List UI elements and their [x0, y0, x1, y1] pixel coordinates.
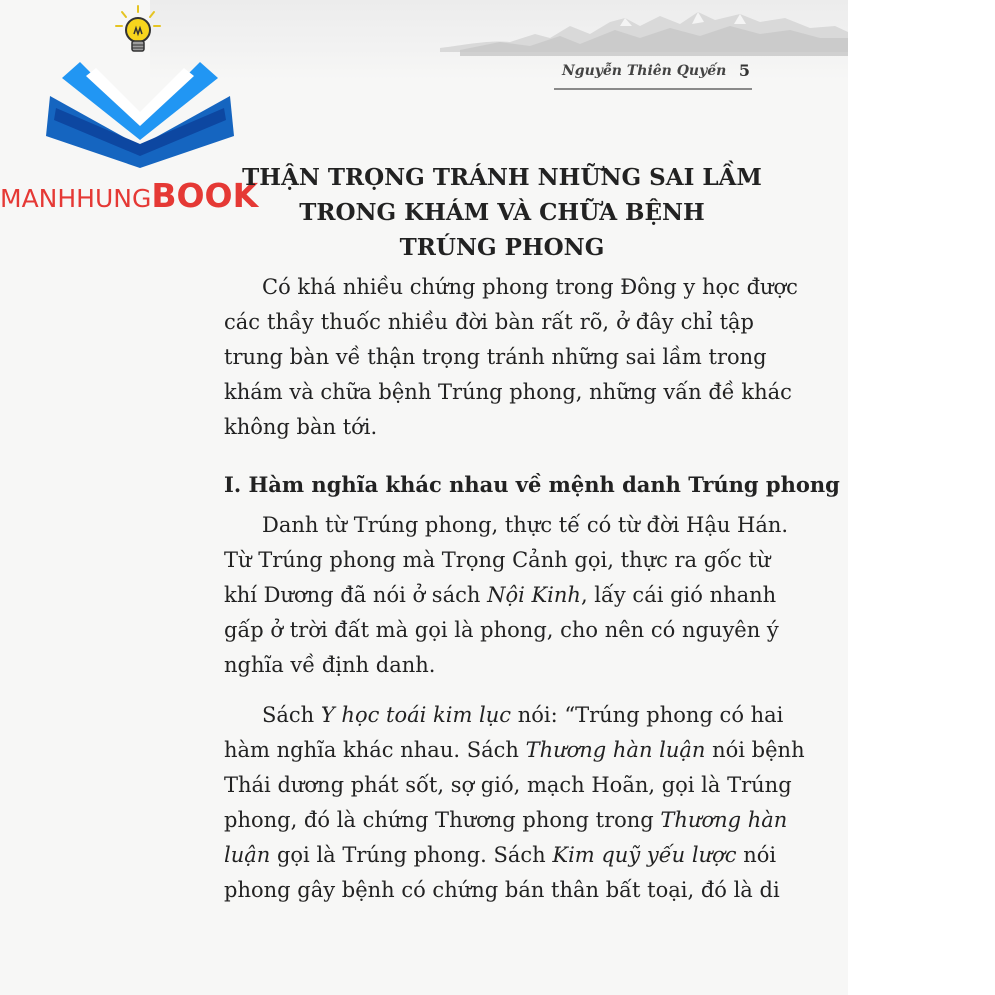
text-line [224, 578, 777, 613]
text-line: phong gây bệnh có chứng bán thân bất toại, đó là di [224, 878, 780, 902]
author-name: Nguyễn Thiên Quyến [562, 63, 727, 79]
text-span: , lấy cái gió nhanh [580, 583, 777, 607]
text-span: phong, đó là chứng Thương phong trong [224, 808, 661, 832]
title-line-3: TRÚNG PHONG [399, 234, 605, 261]
text-line: nghĩa về định danh. [224, 653, 436, 677]
section-heading: I. Hàm nghĩa khác nhau về mệnh danh Trúng phong [224, 472, 840, 497]
text-line [224, 733, 805, 768]
text-line: trung bàn về thận trọng tránh những sai lầm trong [224, 345, 767, 369]
brand-name-part2: BOOK [151, 176, 259, 215]
text-line [224, 838, 777, 873]
running-header [554, 60, 752, 90]
text-line: gấp ở trời đất mà gọi là phong, cho nên có nguyên ý [224, 618, 779, 642]
title-line-1: THẬN TRỌNG TRÁNH NHỮNG SAI LẦM [242, 164, 762, 191]
book-title-italic: Y học toái kim lục [320, 703, 512, 727]
text-span: nói bệnh [705, 738, 805, 762]
brand-name-part1: MANHHUNG [0, 184, 152, 213]
text-line: Thái dương phát sốt, sợ gió, mạch Hoãn, gọi là Trúng [224, 773, 792, 797]
text-line [224, 698, 784, 733]
mountain-illustration [440, 4, 848, 66]
intro-paragraph [224, 270, 798, 445]
brand-logo-text [0, 176, 258, 215]
section-paragraph-1 [224, 508, 789, 683]
text-line: Danh từ Trúng phong, thực tế có từ đời Hậu Hán. [262, 513, 789, 537]
text-span: nói: “Trúng phong có hai [511, 703, 784, 727]
text-span: gọi là Trúng phong. Sách [270, 843, 553, 867]
text-span: Sách [262, 703, 321, 727]
page-number: 5 [738, 61, 750, 80]
text-span: hàm nghĩa khác nhau. Sách [224, 738, 526, 762]
text-line: không bàn tới. [224, 415, 378, 439]
lightbulb-icon [112, 4, 164, 60]
section-paragraph-2 [224, 698, 805, 908]
text-line: Có khá nhiều chứng phong trong Đông y học được [262, 275, 798, 299]
title-line-2: TRONG KHÁM VÀ CHỮA BỆNH [299, 199, 705, 226]
text-span: nói [736, 843, 777, 867]
text-line: các thầy thuốc nhiều đời bàn rất rõ, ở đây chỉ tập [224, 310, 754, 334]
text-line: Từ Trúng phong mà Trọng Cảnh gọi, thực ra gốc từ [224, 548, 771, 572]
chapter-title [224, 160, 780, 265]
book-title-italic: Thương hàn luận [525, 738, 706, 762]
text-span: khí Dương đã nói ở sách [224, 583, 488, 607]
open-book-logo-icon [40, 56, 240, 176]
book-title-italic: Kim quỹ yếu lược [552, 843, 737, 867]
book-title-italic: luận [224, 843, 271, 867]
book-title-italic: Thương hàn [660, 808, 788, 832]
book-title-italic: Nội Kinh [487, 583, 581, 607]
text-line: khám và chữa bệnh Trúng phong, những vấn đề khác [224, 380, 792, 404]
text-line [224, 803, 788, 838]
